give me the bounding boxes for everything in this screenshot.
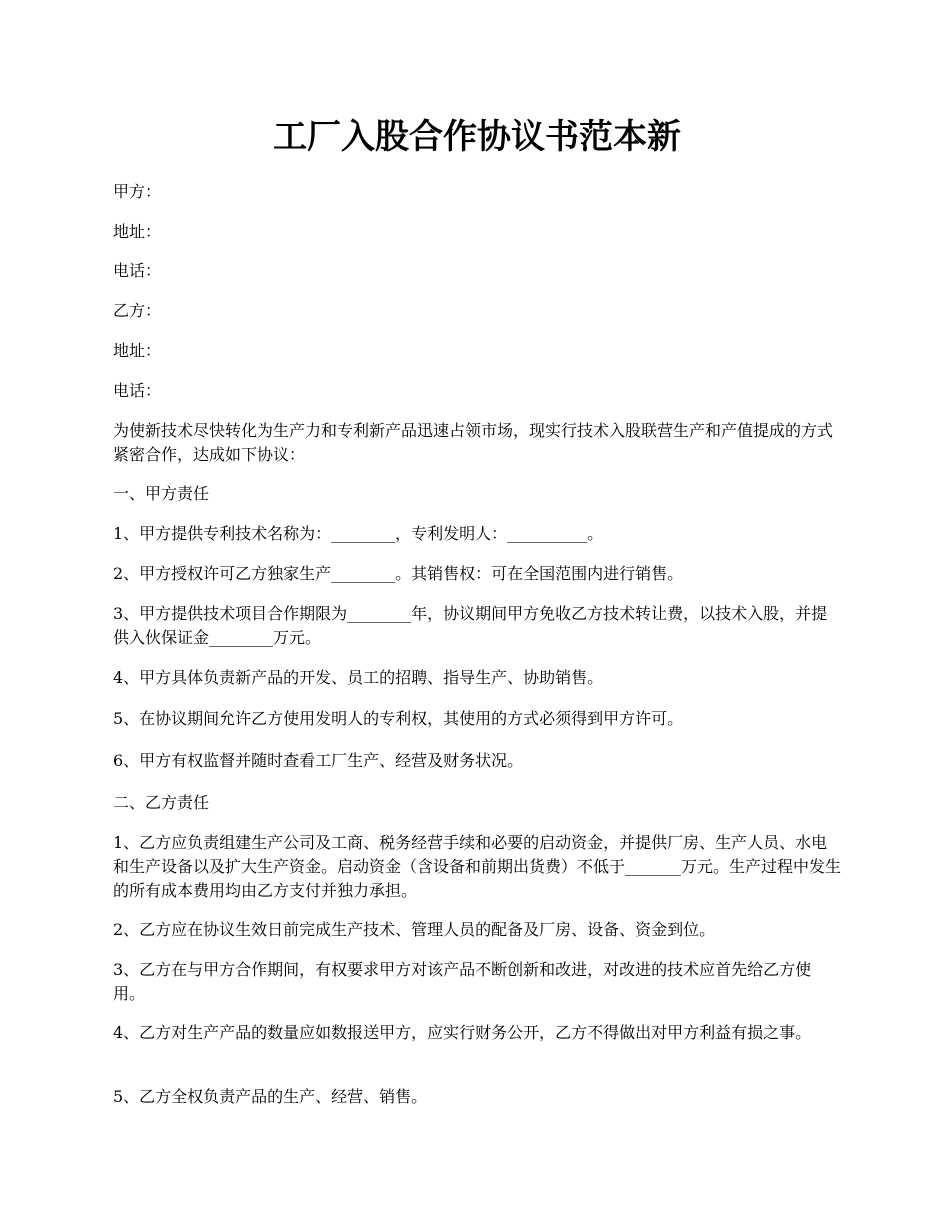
section-b-item: 2、乙方应在协议生效日前完成生产技术、管理人员的配备及厂房、设备、资金到位。 <box>113 920 716 939</box>
document-title: 工厂入股合作协议书范本新 <box>273 117 681 157</box>
section-b-item: 1、乙方应负责组建生产公司及工商、税务经营手续和必要的启动资金，并提供厂房、生产人员、水电和生产设备以及扩大生产资金。启动资金（含设备和前期出货费）不低于_______万元。生产过程中发生的所有成本费用均由乙方支付并独力承担。 <box>113 833 842 900</box>
section-a-item: 4、甲方具体负责新产品的开发、员工的招聘、指导生产、协助销售。 <box>113 668 604 687</box>
party-a-label: 甲方： <box>113 182 162 201</box>
section-a-item: 2、甲方授权许可乙方独家生产________。其销售权：可在全国范围内进行销售。 <box>113 564 684 583</box>
section-a-heading: 一、甲方责任 <box>113 484 210 503</box>
section-a-item: 5、在协议期间允许乙方使用发明人的专利权，其使用的方式必须得到甲方许可。 <box>113 709 684 728</box>
section-b-item: 5、乙方全权负责产品的生产、经营、销售。 <box>113 1087 428 1106</box>
section-a-item: 1、甲方提供专利技术名称为：________，专利发明人：__________。 <box>113 524 604 543</box>
section-b-item: 4、乙方对生产产品的数量应如数报送甲方，应实行财务公开，乙方不得做出对甲方利益有损之事。 <box>113 1023 812 1042</box>
party-a-address: 地址： <box>113 222 162 241</box>
section-a-item: 6、甲方有权监督并随时查看工厂生产、经营及财务状况。 <box>113 751 524 770</box>
party-b-phone: 电话： <box>113 381 162 400</box>
section-b-heading: 二、乙方责任 <box>113 793 210 812</box>
section-b-item: 3、乙方在与甲方合作期间，有权要求甲方对该产品不断创新和改进，对改进的技术应首先给乙方使用。 <box>113 960 812 1003</box>
party-b-address: 地址： <box>113 341 162 360</box>
intro-paragraph: 为使新技术尽快转化为生产力和专利新产品迅速占领市场，现实行技术入股联营生产和产值提成的方式紧密合作，达成如下协议： <box>113 421 834 464</box>
section-a-item: 3、甲方提供技术项目合作期限为________年，协议期间甲方免收乙方技术转让费，以技术入股，并提供入伙保证金________万元。 <box>113 604 828 647</box>
party-b-label: 乙方： <box>113 301 162 320</box>
party-a-phone: 电话： <box>113 261 162 280</box>
